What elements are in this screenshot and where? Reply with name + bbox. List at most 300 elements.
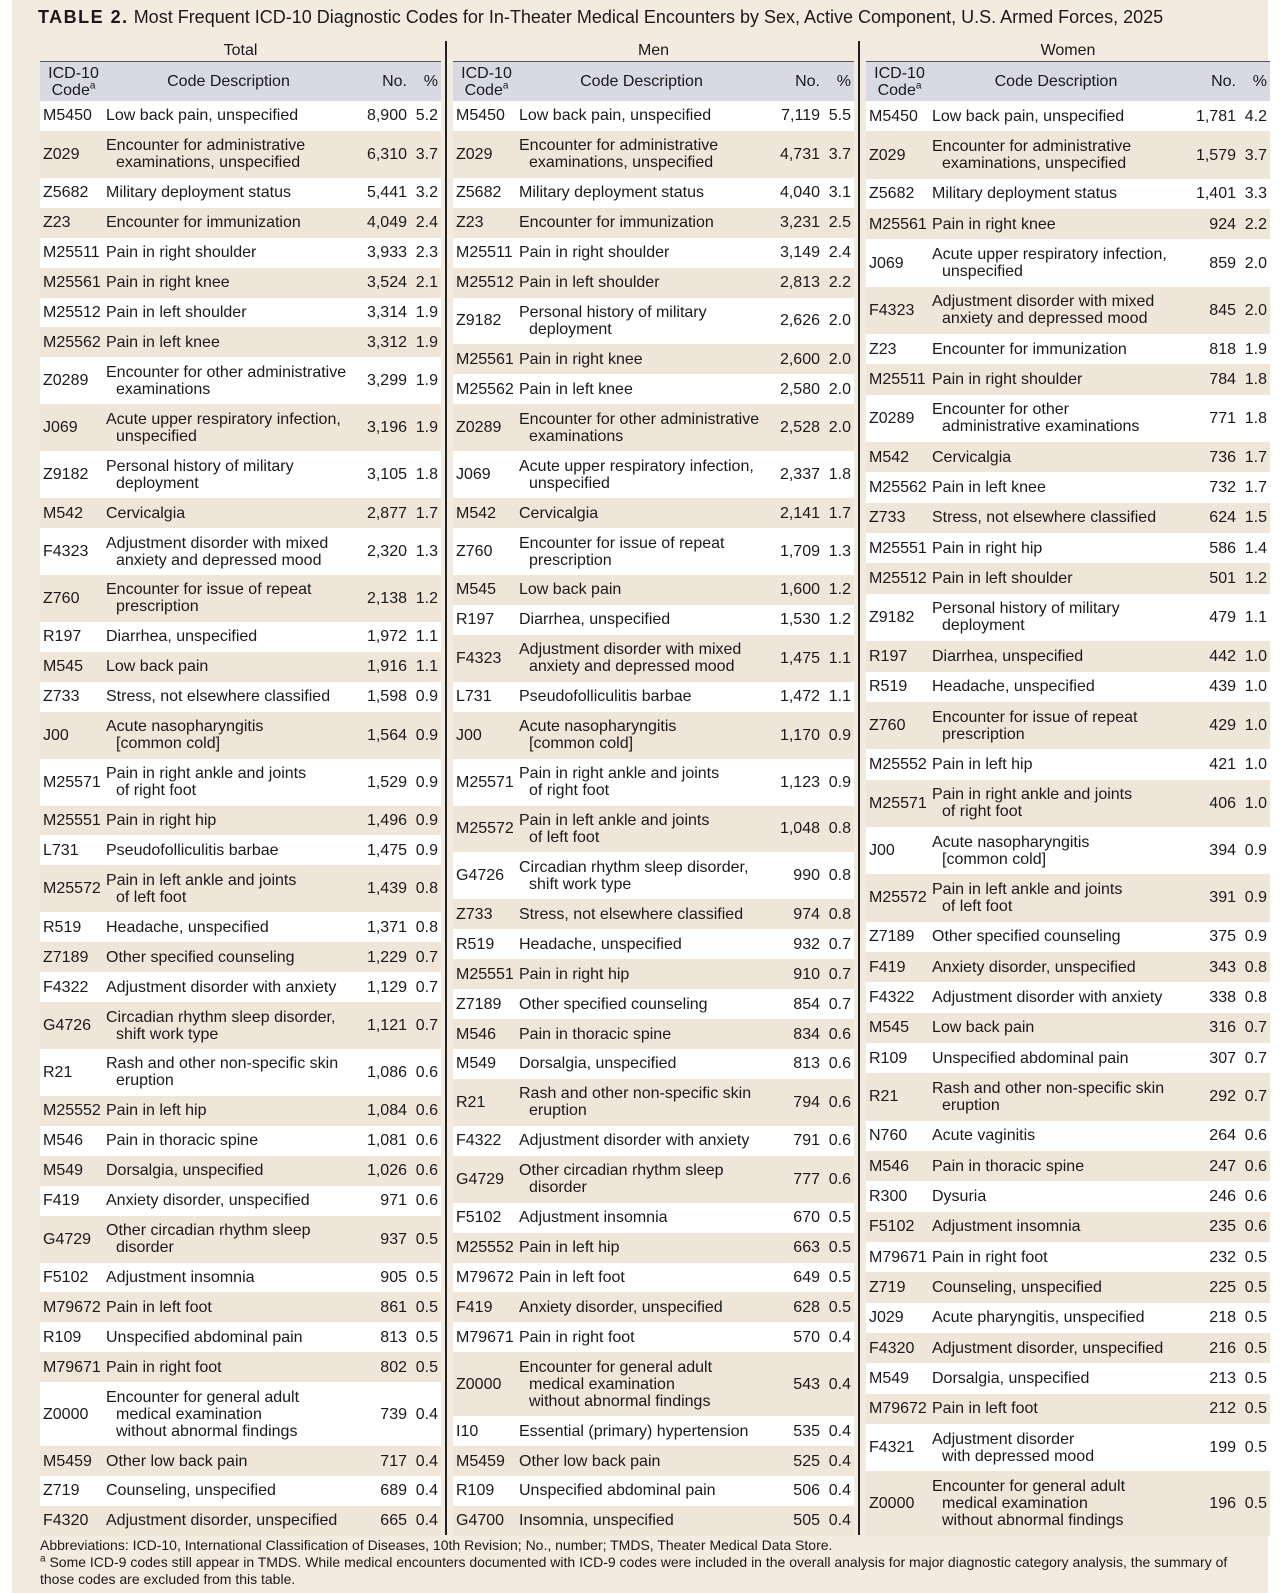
description-line-continued: of right foot: [529, 782, 610, 800]
table-row: [866, 131, 1270, 178]
code-description: [517, 859, 764, 893]
percent-value: 1.8: [828, 466, 851, 484]
header-number: No.: [1211, 72, 1236, 90]
table-row: [40, 1263, 441, 1293]
panel-men: [453, 41, 854, 1535]
description-line: Encounter for general adult: [519, 1358, 713, 1376]
count-value: 1,123: [779, 773, 820, 791]
description-line: Unspecified abdominal pain: [932, 1049, 1129, 1067]
table-row: [40, 404, 441, 451]
description-line: Pain in left ankle and joints: [932, 880, 1123, 898]
icd-code: M25552: [456, 1239, 514, 1257]
code-description: [930, 928, 1180, 945]
code-description: [104, 765, 351, 799]
count-value: 338: [1209, 988, 1236, 1006]
count-value: 225: [1209, 1279, 1236, 1297]
description-line: Adjustment disorder with anxiety: [106, 978, 337, 996]
percent-value: 0.9: [415, 688, 438, 706]
code-description: [517, 1055, 764, 1072]
percent-value: 0.4: [828, 1512, 851, 1530]
description-line: Pain in left foot: [519, 1268, 625, 1286]
count-value: 535: [793, 1422, 820, 1440]
code-description: [104, 184, 351, 201]
description-line: Insomnia, unspecified: [519, 1512, 674, 1530]
percent-value: 1.2: [828, 581, 851, 599]
count-value: 2,337: [779, 466, 820, 484]
table-row: [453, 404, 854, 451]
icd-code: Z760: [456, 543, 493, 561]
count-value: 264: [1209, 1127, 1236, 1145]
description-line: Headache, unspecified: [932, 678, 1095, 696]
code-description: [104, 979, 351, 996]
icd-code: M79671: [456, 1328, 514, 1346]
icd-code: M546: [869, 1157, 910, 1175]
count-value: 2,141: [779, 504, 820, 522]
icd-code: J00: [456, 726, 482, 744]
icd-code: F4323: [456, 649, 502, 667]
table-row: [866, 749, 1270, 779]
code-description: [104, 1329, 351, 1346]
description-line: Rash and other non-specific skin: [519, 1085, 752, 1103]
icd-code: Z7189: [869, 928, 915, 946]
code-description: [104, 581, 351, 615]
icd-code: M545: [456, 581, 497, 599]
description-line: Encounter for immunization: [106, 214, 301, 232]
description-line-continued: shift work type: [116, 1025, 219, 1043]
table-row: [866, 209, 1270, 239]
table-row: [866, 503, 1270, 533]
percent-value: 0.6: [828, 1170, 851, 1188]
percent-value: 0.4: [828, 1375, 851, 1393]
percent-value: 1.9: [415, 372, 438, 390]
code-description: [930, 1158, 1180, 1175]
percent-value: 0.5: [415, 1268, 438, 1286]
percent-value: 0.9: [828, 726, 851, 744]
description-line: Military deployment status: [106, 184, 291, 202]
code-description: [104, 1299, 351, 1316]
count-value: 3,105: [366, 466, 407, 484]
count-value: 784: [1209, 371, 1236, 389]
table-row: [453, 268, 854, 298]
table-row: [453, 1126, 854, 1156]
icd-code: M5459: [43, 1452, 92, 1470]
count-value: 525: [793, 1452, 820, 1470]
table-row: [40, 238, 441, 268]
description-line: Pain in right knee: [519, 350, 643, 368]
description-line: Pain in right ankle and joints: [519, 765, 720, 783]
code-description: [104, 1162, 351, 1179]
icd-code: G4726: [456, 867, 505, 885]
table-row: [40, 712, 441, 759]
header-code-text: Code: [464, 81, 503, 99]
table-row: [40, 1352, 441, 1382]
table-row: [40, 865, 441, 912]
table-row: [866, 101, 1270, 131]
count-value: 1,530: [779, 611, 820, 629]
table-row: [453, 344, 854, 374]
count-value: 924: [1209, 215, 1236, 233]
description-line-continued: unspecified: [529, 474, 610, 492]
table-row: [866, 1121, 1270, 1151]
percent-value: 0.6: [828, 1132, 851, 1150]
description-line: Rash and other non-specific skin: [106, 1055, 339, 1073]
description-line: Encounter for other administrative: [106, 363, 347, 381]
table-row: [40, 1096, 441, 1126]
description-line-continued: deployment: [942, 617, 1025, 635]
code-description: [930, 881, 1180, 915]
description-line: Pain in right shoulder: [932, 371, 1083, 389]
count-value: 777: [793, 1170, 820, 1188]
percent-value: 1.1: [415, 628, 438, 646]
percent-value: 0.4: [415, 1405, 438, 1423]
icd-code: F4322: [43, 978, 89, 996]
icd-code: R300: [869, 1187, 908, 1205]
table-row: [40, 912, 441, 942]
percent-value: 0.9: [1244, 928, 1267, 946]
code-description: [930, 185, 1180, 202]
table-row: [453, 959, 854, 989]
icd-code: F4320: [43, 1512, 89, 1530]
description-line-continued: [common cold]: [942, 850, 1047, 868]
icd-code: R21: [869, 1088, 899, 1106]
table-row: [453, 1416, 854, 1446]
icd-code: F419: [43, 1192, 80, 1210]
count-value: 3,231: [779, 214, 820, 232]
description-line-continued: examinations, unspecified: [942, 155, 1127, 173]
abbreviations-note: Abbreviations: ICD-10, International Classification of Diseases, 10th Revision; No., number; TMDS, Theater Medical Data Store.: [40, 1537, 833, 1553]
count-value: 665: [380, 1512, 407, 1530]
icd-code: M542: [43, 504, 84, 522]
description-line: Encounter for other administrative: [519, 410, 760, 428]
header-code-superscript: a: [915, 80, 922, 92]
icd-code: R519: [43, 918, 82, 936]
code-description: [517, 214, 764, 231]
percent-value: 0.5: [1244, 1370, 1267, 1388]
header-code-text: Code: [51, 81, 90, 99]
percent-value: 1.9: [415, 333, 438, 351]
icd-code: M25562: [456, 380, 514, 398]
code-description: [517, 244, 764, 261]
code-description: [930, 570, 1180, 587]
icd-code: Z719: [869, 1279, 906, 1297]
count-value: 834: [793, 1025, 820, 1043]
count-value: 794: [793, 1093, 820, 1111]
count-value: 232: [1209, 1248, 1236, 1266]
percent-value: 0.5: [828, 1298, 851, 1316]
icd-code: Z23: [43, 214, 71, 232]
percent-value: 3.7: [415, 145, 438, 163]
count-value: 1,529: [366, 773, 407, 791]
code-description: [517, 1162, 764, 1196]
code-description: [930, 1340, 1180, 1357]
icd-code: M25552: [43, 1102, 101, 1120]
header-code-line1: ICD-10: [461, 64, 512, 82]
icd-code: F4322: [456, 1132, 502, 1150]
icd-code: M549: [43, 1162, 84, 1180]
header-description: Code Description: [580, 72, 703, 90]
table-row: [453, 1049, 854, 1079]
description-line: Pain in left shoulder: [932, 570, 1073, 588]
code-description: [517, 1026, 764, 1043]
count-value: 235: [1209, 1218, 1236, 1236]
description-line: Adjustment disorder with mixed: [106, 534, 329, 552]
code-description: [517, 458, 764, 492]
icd-code: Z733: [456, 905, 493, 923]
percent-value: 2.2: [1244, 215, 1267, 233]
description-line: Essential (primary) hypertension: [519, 1422, 749, 1440]
percent-value: 0.7: [1244, 1019, 1267, 1037]
code-description: [930, 246, 1180, 280]
count-value: 739: [380, 1405, 407, 1423]
description-line: Adjustment disorder, unspecified: [106, 1512, 338, 1530]
table-row: [453, 1506, 854, 1536]
percent-value: 1.2: [1244, 570, 1267, 588]
description-line: Other circadian rhythm sleep: [106, 1222, 311, 1240]
table-row: [40, 682, 441, 712]
code-description: [517, 1239, 764, 1256]
count-value: 4,731: [779, 145, 820, 163]
table-row: [40, 1049, 441, 1096]
description-line: Encounter for immunization: [932, 340, 1127, 358]
count-value: 2,877: [366, 504, 407, 522]
percent-value: 0.6: [828, 1025, 851, 1043]
table-row: [453, 899, 854, 929]
description-line: Personal history of military: [932, 600, 1120, 618]
table-row: [453, 682, 854, 712]
code-description: [104, 718, 351, 752]
table-row: [40, 652, 441, 682]
percent-value: 1.1: [415, 658, 438, 676]
percent-value: 3.7: [828, 145, 851, 163]
description-line: Dorsalgia, unspecified: [519, 1055, 677, 1073]
description-line: Pseudofolliculitis barbae: [106, 841, 279, 859]
percent-value: 0.9: [1244, 842, 1267, 860]
footnote-marker: a: [40, 1553, 46, 1565]
code-description: [517, 1132, 764, 1149]
table-row: [453, 1446, 854, 1476]
count-value: 4,049: [366, 214, 407, 232]
icd-code: Z9182: [43, 466, 89, 484]
table-row: [453, 1233, 854, 1263]
description-line: Acute upper respiratory infection,: [519, 457, 754, 475]
header-code: [453, 65, 517, 99]
table-row: [453, 1156, 854, 1203]
percent-value: 2.0: [828, 380, 851, 398]
percent-value: 2.3: [415, 244, 438, 262]
table-row: [453, 208, 854, 238]
description-line: Adjustment insomnia: [519, 1209, 668, 1227]
code-description: [930, 509, 1180, 526]
count-value: 1,600: [779, 581, 820, 599]
icd-code: M5459: [456, 1452, 505, 1470]
table-row: [40, 298, 441, 328]
table-row: [866, 641, 1270, 671]
percent-value: 1.3: [828, 543, 851, 561]
percent-value: 1.2: [415, 589, 438, 607]
icd-code: M545: [43, 658, 84, 676]
icd-code: M25561: [456, 350, 514, 368]
table-row: [40, 451, 441, 498]
percent-value: 1.2: [828, 611, 851, 629]
count-value: 1,026: [366, 1162, 407, 1180]
description-line: Acute nasopharyngitis: [932, 833, 1090, 851]
count-value: 813: [793, 1055, 820, 1073]
percent-value: 2.1: [415, 274, 438, 292]
description-line-continued: eruption: [529, 1102, 587, 1120]
count-value: 1,972: [366, 628, 407, 646]
icd-code: M549: [456, 1055, 497, 1073]
description-line-continued: without abnormal findings: [116, 1422, 298, 1440]
code-description: [517, 1512, 764, 1529]
code-description: [930, 1019, 1180, 1036]
description-line-continued: of left foot: [942, 897, 1013, 915]
count-value: 905: [380, 1268, 407, 1286]
icd-code: M25551: [456, 965, 514, 983]
description-line-continued: examinations: [529, 427, 624, 445]
percent-value: 2.2: [828, 274, 851, 292]
header-description: Code Description: [994, 72, 1118, 90]
count-value: 670: [793, 1209, 820, 1227]
percent-value: 5.5: [828, 107, 851, 125]
table-row: [866, 1013, 1270, 1043]
percent-value: 0.7: [1244, 1049, 1267, 1067]
code-description: [104, 872, 351, 906]
icd-code: Z0000: [456, 1375, 502, 1393]
table-row: [866, 827, 1270, 874]
description-line: Adjustment disorder with mixed: [932, 293, 1155, 311]
percent-value: 0.7: [415, 1017, 438, 1034]
icd-code: F4321: [869, 1439, 915, 1457]
description-line-continued: prescription: [942, 725, 1025, 743]
count-value: 861: [380, 1298, 407, 1316]
description-line: Personal history of military: [519, 303, 707, 321]
code-description: [104, 1269, 351, 1286]
table-row: [453, 635, 854, 682]
table-row: [40, 101, 441, 131]
icd-code: Z9182: [456, 312, 502, 330]
table-row: [453, 605, 854, 635]
description-line-continued: [common cold]: [529, 735, 634, 753]
description-line: Dorsalgia, unspecified: [932, 1370, 1090, 1388]
count-value: 2,320: [366, 543, 407, 561]
count-value: 624: [1209, 509, 1236, 527]
count-value: 442: [1209, 647, 1236, 665]
table-row: [453, 498, 854, 528]
description-line-continued: [common cold]: [116, 735, 221, 753]
code-description: [517, 641, 764, 675]
table-row: [866, 952, 1270, 982]
code-description: [930, 1309, 1180, 1326]
count-value: 1,371: [366, 918, 407, 936]
description-line: Pain in thoracic spine: [932, 1157, 1085, 1175]
description-line: Counseling, unspecified: [932, 1279, 1102, 1297]
description-line: Stress, not elsewhere classified: [106, 688, 331, 706]
count-value: 1,401: [1195, 185, 1236, 203]
code-description: [517, 137, 764, 171]
table-row: [866, 1151, 1270, 1181]
table-row: [866, 287, 1270, 334]
percent-value: 0.5: [828, 1209, 851, 1227]
description-line: Pain in right knee: [932, 215, 1056, 233]
count-value: 479: [1209, 608, 1236, 626]
table-row: [453, 989, 854, 1019]
count-value: 3,933: [366, 244, 407, 262]
code-description: [930, 1188, 1180, 1205]
percent-value: 0.8: [828, 820, 851, 838]
count-value: 732: [1209, 479, 1236, 497]
description-line: Circadian rhythm sleep disorder,: [519, 858, 749, 876]
percent-value: 0.4: [415, 1452, 438, 1470]
count-value: 1,081: [366, 1132, 407, 1150]
percent-value: 0.6: [415, 1063, 438, 1081]
code-description: [104, 1102, 351, 1119]
table-row: [40, 1446, 441, 1476]
description-line: Anxiety disorder, unspecified: [519, 1298, 723, 1316]
percent-value: 1.7: [1244, 448, 1267, 466]
description-line: Anxiety disorder, unspecified: [932, 958, 1136, 976]
description-line: Pain in right hip: [106, 811, 217, 829]
code-description: [517, 1359, 764, 1410]
tables-container: [40, 41, 1270, 1535]
icd-code: M542: [869, 448, 910, 466]
percent-value: 0.5: [415, 1298, 438, 1316]
description-line: Other specified counseling: [932, 928, 1121, 946]
table-row: [866, 1303, 1270, 1333]
description-line-continued: medical examination: [529, 1375, 675, 1393]
count-value: 649: [793, 1268, 820, 1286]
icd-code: F5102: [456, 1209, 502, 1227]
description-line: Pain in left knee: [932, 479, 1046, 497]
count-value: 1,579: [1195, 146, 1236, 164]
percent-value: 0.6: [828, 1093, 851, 1111]
icd-code: G4726: [43, 1017, 92, 1034]
code-description: [517, 611, 764, 628]
count-value: 1,475: [779, 649, 820, 667]
count-value: 2,600: [779, 350, 820, 368]
icd-code: Z760: [869, 717, 906, 735]
table-row: [40, 1382, 441, 1446]
percent-value: 0.9: [828, 773, 851, 791]
icd-code: Z0000: [869, 1495, 915, 1513]
count-value: 3,149: [779, 244, 820, 262]
description-line: Other specified counseling: [106, 948, 295, 966]
code-description: [930, 1400, 1180, 1417]
description-line: Pain in right foot: [519, 1328, 635, 1346]
header-code-text: Code: [877, 81, 916, 99]
description-line: Pain in right shoulder: [106, 244, 257, 262]
table-row: [453, 238, 854, 268]
description-line: Headache, unspecified: [106, 918, 269, 936]
percent-value: 3.3: [1244, 185, 1267, 203]
table-row: [866, 1181, 1270, 1211]
header-code-line2: [869, 82, 930, 99]
percent-value: 3.1: [828, 184, 851, 202]
icd-code: Z029: [43, 145, 80, 163]
percent-value: 0.7: [1244, 1088, 1267, 1106]
count-value: 2,580: [779, 380, 820, 398]
description-line: Acute upper respiratory infection,: [106, 410, 341, 428]
description-line: Dorsalgia, unspecified: [106, 1162, 264, 1180]
count-value: 1,564: [366, 726, 407, 744]
code-description: [517, 184, 764, 201]
percent-value: 4.2: [1244, 107, 1267, 125]
description-line: Other low back pain: [519, 1452, 661, 1470]
percent-value: 0.5: [1244, 1309, 1267, 1327]
percent-value: 1.1: [828, 688, 851, 706]
table-row: [866, 533, 1270, 563]
description-line: Dysuria: [932, 1187, 987, 1205]
percent-value: 0.5: [415, 1230, 438, 1248]
